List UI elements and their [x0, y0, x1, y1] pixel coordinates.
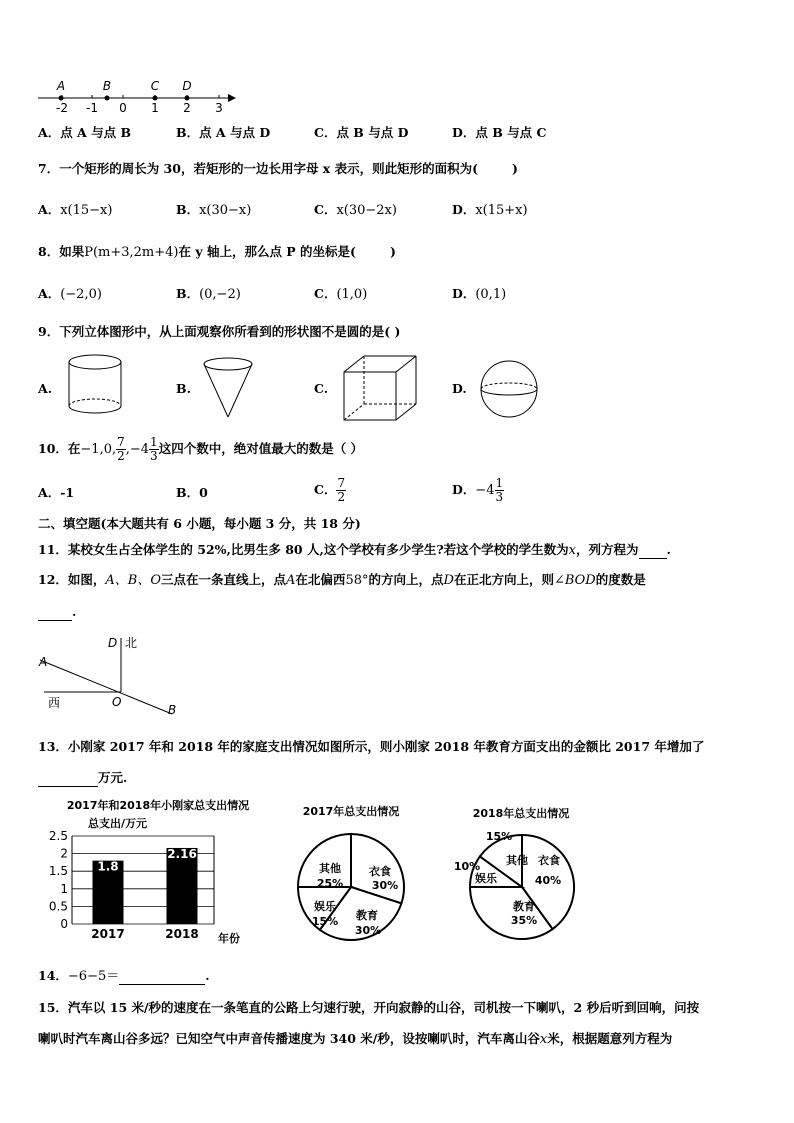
tick-label: -2: [56, 101, 68, 115]
cylinder-figure: [64, 352, 126, 420]
point-dot: [153, 96, 158, 101]
q10-stem: 10．在−1,0, $\frac{7}{2}$ ,−4 $\frac{1}{3}$ 这四个数中，绝对值最大的数是（ ）: [38, 435, 364, 463]
q14-stem: 14．−6−5＝ .: [38, 968, 210, 984]
tick-label: -1: [86, 101, 98, 115]
q10-option-b: B．0: [176, 485, 208, 500]
label-d: D: [108, 636, 118, 650]
q10-option-a: A．-1: [38, 485, 75, 500]
slice-name-label: 其他: [319, 862, 341, 875]
cube-figure: [340, 352, 420, 424]
y-tick-label: 2: [60, 846, 68, 861]
q15-line1: 15．汽车以 15 米/秒的速度在一条笔直的公路上匀速行驶，开向寂静的山谷，司机按一下喇叭，2 秒后听到回响，问按: [38, 1000, 700, 1015]
cone-figure: [200, 355, 256, 421]
label-north: 北: [125, 636, 138, 650]
x-tick-label: 2017: [91, 927, 125, 941]
slice-name-label: 教育: [513, 900, 535, 913]
tick-label: 3: [215, 101, 223, 115]
label-west: 西: [48, 696, 61, 710]
x-tick-label: 2018: [165, 927, 199, 941]
slice-name-label: 衣食: [369, 865, 391, 878]
q6-option-b: B．点 A 与点 D: [176, 125, 271, 140]
y-tick-label: 1.5: [48, 864, 68, 879]
q7-option-a: A．x(15−x): [38, 202, 113, 218]
pie-2017-title: 2017年总支出情况: [302, 805, 400, 818]
q11-stem: 11．某校女生占全体学生的 52%,比男生多 80 人,这个学校有多少学生?若这个学校的学生数为x，列方程为 .: [38, 542, 671, 558]
q6-option-c: C．点 B 与点 D: [314, 125, 409, 140]
y-tick-label: 2.5: [48, 829, 68, 843]
slice-percent-label: 35%: [510, 914, 538, 927]
number-line-figure: [30, 78, 245, 118]
point-label: C: [150, 79, 160, 93]
slice-percent-label: 10%: [453, 860, 481, 873]
q13-answer-line: 万元.: [38, 770, 127, 787]
label-a: A: [39, 655, 48, 669]
bar-chart-xlabel: 年份: [218, 932, 240, 945]
q8-option-b: B．(0,−2): [176, 286, 241, 302]
q8-option-a: A．(−2,0): [38, 286, 102, 302]
q13-stem: 13．小刚家 2017 年和 2018 年的家庭支出情况如图所示，则小刚家 2018 年教育方面支出的金额比 2017 年增加了: [38, 739, 705, 754]
q8-option-d: D．(0,1): [452, 286, 507, 302]
pie-chart-2018: [448, 802, 580, 952]
q10-option-c: C． $\frac{7}{2}$: [314, 476, 346, 504]
q9-stem: 9．下列立体图形中，从上面观察你所看到的形状图不是圆的是( ): [38, 324, 401, 339]
bar-chart-ylabel: 总支出/万元: [88, 817, 148, 830]
bar-chart-title: 2017年和2018年小刚家总支出情况: [66, 799, 250, 812]
q6-option-a: A．点 A 与点 B: [38, 125, 132, 140]
label-b: B: [168, 703, 177, 717]
slice-percent-label: 15%: [311, 915, 339, 928]
slice-name-label: 其他: [506, 854, 528, 867]
q7-option-d: D．x(15+x): [452, 202, 528, 218]
point-label: A: [56, 79, 66, 93]
tick-label: 0: [119, 101, 127, 115]
q9-label-d: D.: [452, 381, 467, 396]
q9-label-a: A.: [38, 381, 53, 396]
q7-option-c: C．x(30−2x): [314, 202, 397, 218]
q8-option-c: C．(1,0): [314, 286, 368, 302]
sphere-figure: [478, 358, 540, 420]
slice-percent-label: 15%: [485, 830, 513, 843]
tick-label: 2: [183, 101, 191, 115]
slice-percent-label: 25%: [316, 877, 344, 890]
slice-percent-label: 40%: [534, 874, 562, 887]
q12-answer-line: .: [38, 604, 76, 621]
slice-name-label: 衣食: [538, 854, 560, 867]
slice-name-label: 娱乐: [314, 900, 336, 913]
pie-2018-title: 2018年总支出情况: [472, 807, 570, 820]
q7-option-b: B．x(30−x): [176, 202, 252, 218]
bar-value-label: 1.8: [97, 859, 119, 874]
point-label: D: [182, 79, 192, 93]
y-tick-label: 0.5: [48, 899, 68, 914]
q9-label-b: B.: [176, 381, 191, 396]
slice-percent-label: 30%: [371, 879, 399, 892]
y-tick-label: 0: [60, 917, 68, 931]
q6-option-d: D．点 B 与点 C: [452, 125, 547, 140]
point-dot: [105, 96, 110, 101]
q9-label-c: C.: [314, 381, 329, 396]
point-dot: [59, 96, 64, 101]
label-o: O: [112, 695, 122, 709]
slice-name-label: 娱乐: [475, 872, 497, 885]
pie-chart-2017: [294, 800, 420, 952]
q7-stem: 7．一个矩形的周长为 30，若矩形的一边长用字母 x 表示，则此矩形的面积为( ): [38, 161, 518, 176]
q10-option-d: D．−4 $\frac{1}{3}$: [452, 476, 504, 504]
q15-line2: 喇叭时汽车离山谷多远？已知空气中声音传播速度为 340 米/秒，设按喇叭时，汽车离山谷x米，根据题意列方程为: [38, 1031, 673, 1047]
bar-value-label: 2.16: [167, 846, 197, 861]
section-heading: 二、填空题(本大题共有 6 小题，每小题 3 分，共 18 分): [38, 516, 361, 531]
q8-stem: 8．如果P(m+3,2m+4)在 y 轴上，那么点 P 的坐标是( ): [38, 244, 396, 260]
direction-figure: [36, 630, 186, 720]
point-dot: [185, 96, 190, 101]
bar-chart: [36, 796, 276, 952]
y-tick-label: 1: [60, 881, 68, 896]
slice-name-label: 教育: [356, 909, 378, 922]
tick-label: 1: [151, 101, 159, 115]
slice-percent-label: 30%: [354, 924, 382, 937]
q12-stem: 12．如图，A、B、O三点在一条直线上，点A在北偏西58°的方向上，点D在正北方向上，则∠BOD的度数是: [38, 572, 646, 588]
point-label: B: [102, 79, 112, 93]
